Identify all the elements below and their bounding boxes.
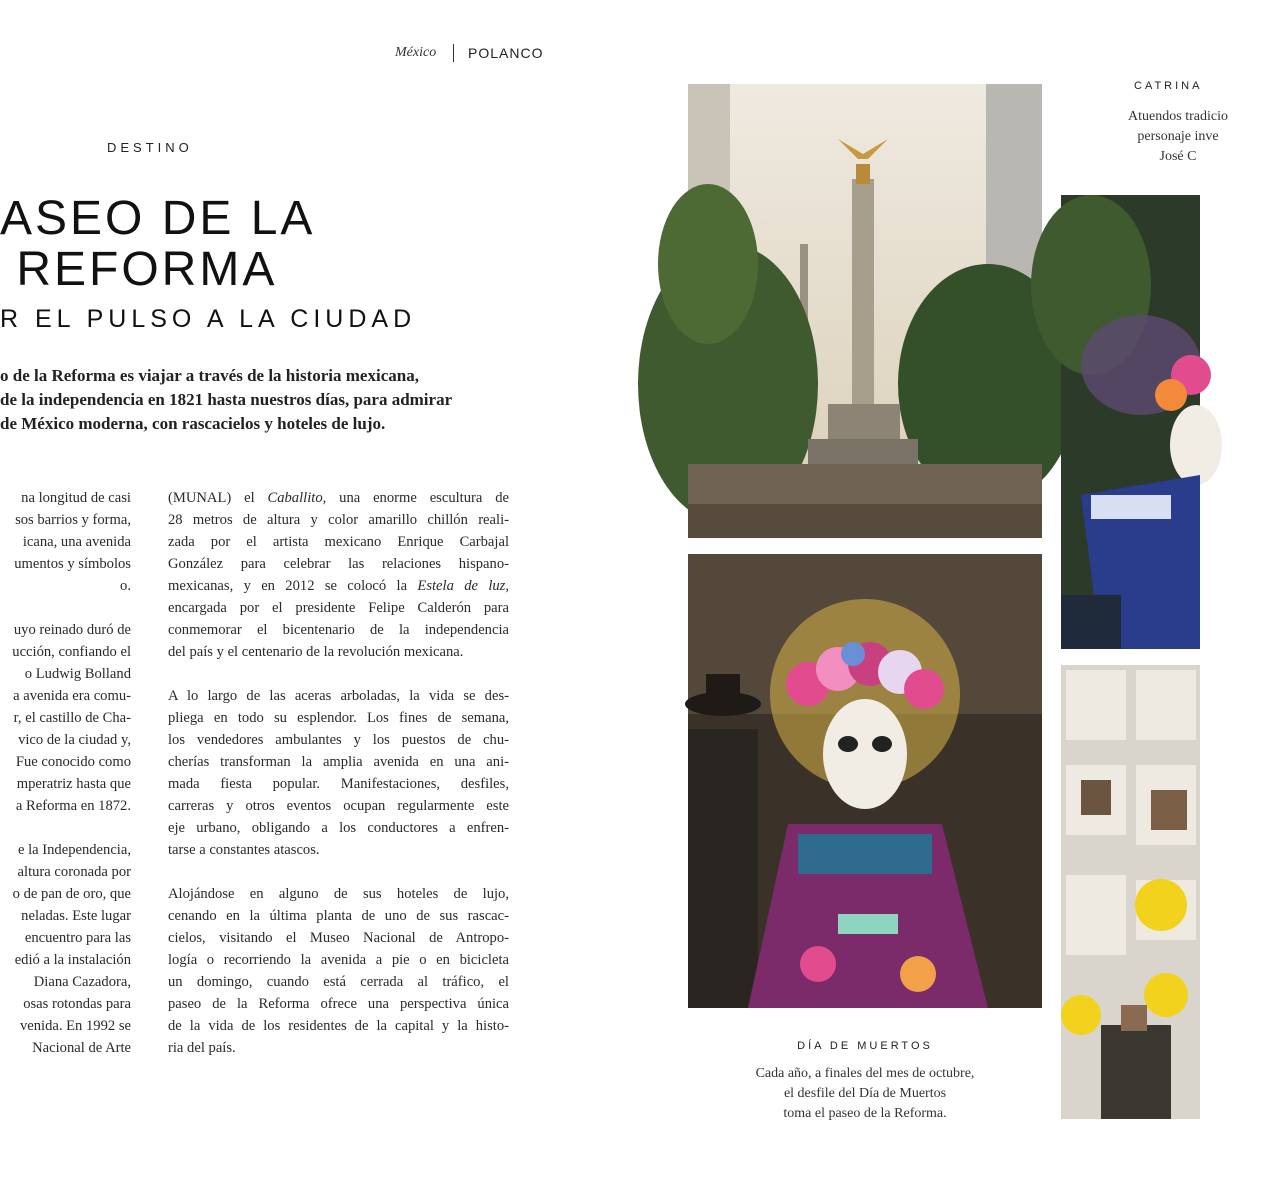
caption-text-catrina	[1078, 107, 1278, 167]
text-line: carreras y otros eventos ocupan regularmente este	[168, 798, 509, 814]
text-line: paseo de la Reforma ofrece una perspectiva única	[168, 996, 509, 1012]
text-line: ria del país.	[168, 1040, 236, 1056]
text-line: venida. En 1992 se	[19, 1018, 131, 1034]
italic-work-title: Estela de luz,	[417, 578, 509, 594]
left-paragraph-2	[0, 619, 131, 817]
text-line	[168, 575, 509, 597]
text-line: Fue conocido como	[15, 754, 131, 770]
italic-work-title: Caballito,	[267, 490, 327, 506]
text-line: cielos, visitando el Museo Nacional de Antropo-	[168, 930, 509, 946]
text-run: (MUNAL) el	[168, 490, 268, 506]
text-line: vico de la ciudad y,	[18, 732, 131, 748]
text-line: icana, una avenida	[22, 534, 131, 550]
text-run: una enorme escultura de	[326, 490, 509, 506]
text-line: zada por el artista mexicano Enrique Carbajal	[168, 534, 509, 550]
text-line: o.	[120, 578, 131, 594]
caption-line: el desfile del Día de Muertos	[783, 1086, 947, 1101]
text-line: eje urbano, obligando a los conductores a enfren-	[168, 820, 509, 836]
text-line: r, el castillo de Cha-	[13, 710, 131, 726]
text-run: mexicanas, y en 2012 se colocó la	[168, 578, 418, 594]
header-divider	[453, 44, 454, 62]
text-line: cherías transforman la amplia avenida en una ani-	[168, 754, 509, 770]
body-column-right	[168, 487, 509, 1081]
text-line: ucción, confiando el	[12, 644, 131, 660]
text-line: encargada por el presidente Felipe Calderón para	[168, 600, 509, 616]
text-line: o Ludwig Bolland	[24, 666, 131, 682]
text-line: edió a la instalación	[14, 952, 131, 968]
text-line: mperatriz hasta que	[16, 776, 131, 792]
text-line: Nacional de Arte	[32, 1040, 131, 1056]
text-line: de la vida de los residentes de la capital y la histo-	[168, 1018, 509, 1034]
text-line: neladas. Este lugar	[21, 908, 131, 924]
article-subtitle: R EL PULSO A LA CIUDAD	[0, 305, 417, 333]
caption-line: toma el paseo de la Reforma.	[783, 1106, 947, 1121]
lead-line: o de la Reforma es viajar a través de la historia mexicana,	[0, 366, 419, 385]
text-line: a Reforma en 1872.	[15, 798, 131, 814]
text-line: A lo largo de las aceras arboladas, la vida se des-	[168, 688, 509, 704]
text-line: na longitud de casi	[21, 490, 131, 506]
text-line: cenando en la última planta de uno de sus rascac-	[168, 908, 509, 924]
magazine-subsection-label: POLANCO	[468, 45, 544, 61]
text-line: encuentro para las	[24, 930, 131, 946]
photo-catrina	[1061, 195, 1200, 649]
caption-line: personaje inve	[1137, 129, 1219, 144]
left-paragraph-3	[0, 839, 131, 1059]
article-title: ASEO DE LA REFORMA	[0, 192, 316, 296]
caption-heading-dia-de-muertos: DÍA DE MUERTOS	[797, 1040, 933, 1052]
caption-text-dia-de-muertos	[688, 1064, 1042, 1124]
text-line: conmemorar el bicentenario de la independencia	[168, 622, 509, 638]
text-line: del país y el centenario de la revolución mexicana.	[168, 644, 464, 660]
caption-line: José C	[1159, 149, 1197, 164]
text-line: umentos y símbolos	[14, 556, 131, 572]
caption-line: Atuendos tradicio	[1128, 109, 1228, 124]
text-line: 28 metros de altura y color amarillo chillón reali-	[168, 512, 509, 528]
text-line: sos barrios y forma,	[15, 512, 131, 528]
caption-heading-catrina: CATRINA	[1134, 80, 1203, 92]
text-line: pliega en todo su esplendor. Los fines de semana,	[168, 710, 509, 726]
text-line: logía o recorriendo la avenida a pie o en bicicleta	[168, 952, 509, 968]
article-kicker: DESTINO	[107, 140, 193, 155]
photo-desaparecido-posters	[1061, 665, 1200, 1119]
text-line: uyo reinado duró de	[13, 622, 131, 638]
text-line: o de pan de oro, que	[12, 886, 131, 902]
lead-line: de México moderna, con rascacielos y hoteles de lujo.	[0, 414, 386, 433]
text-line: Alojándose en alguno de sus hoteles de lujo,	[168, 886, 509, 902]
text-line: osas rotondas para	[23, 996, 131, 1012]
text-line: los vendedores ambulantes y los puestos de chu-	[168, 732, 509, 748]
text-line: e la Independencia,	[17, 842, 131, 858]
lead-line: de la independencia en 1821 hasta nuestros días, para admirar	[0, 390, 453, 409]
text-line: mada fiesta popular. Manifestaciones, desfiles,	[168, 776, 509, 792]
left-paragraph-1	[0, 487, 131, 597]
photo-angel-independence	[688, 84, 1042, 538]
body-column-left	[0, 487, 131, 1081]
text-line	[168, 487, 509, 509]
caption-line: Cada año, a finales del mes de octubre,	[755, 1066, 975, 1081]
text-line: un domingo, cuando está cerrada al tráfico, el	[168, 974, 509, 990]
text-line: tarse a constantes atascos.	[168, 842, 320, 858]
text-line: a avenida era comu-	[13, 688, 131, 704]
magazine-section-label: México	[395, 45, 437, 60]
text-line: Diana Cazadora,	[33, 974, 131, 990]
text-line: altura coronada por	[17, 864, 131, 880]
right-paragraph-3	[168, 883, 509, 1059]
right-paragraph-1	[168, 487, 509, 663]
text-line: González para celebrar las relaciones hispano-	[168, 556, 509, 572]
right-paragraph-2	[168, 685, 509, 861]
photo-dia-de-muertos	[688, 554, 1042, 1008]
article-lead	[0, 364, 520, 436]
